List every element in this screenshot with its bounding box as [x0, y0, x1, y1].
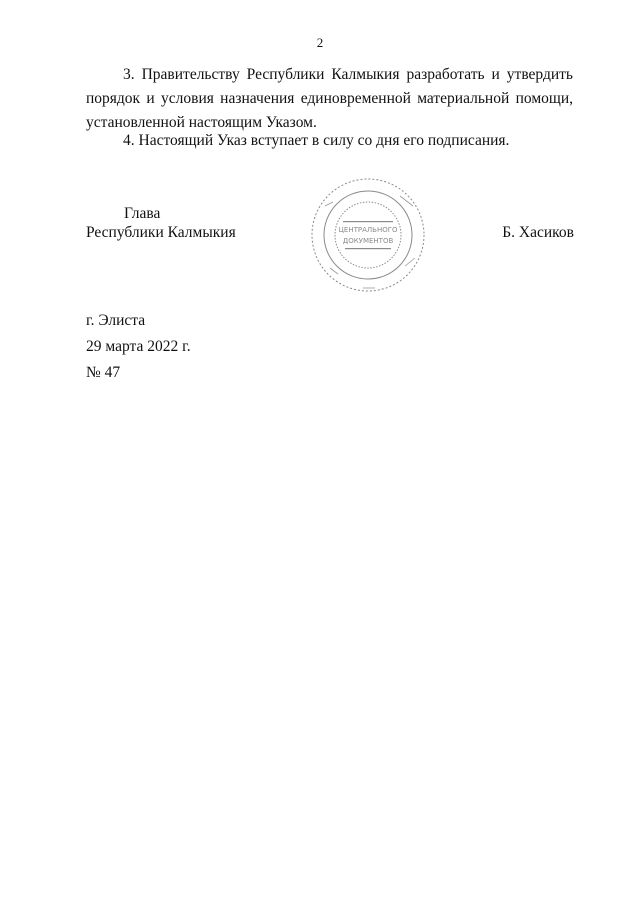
- official-seal-icon: [305, 176, 431, 294]
- signer-title-line2: Республики Калмыкия: [86, 224, 236, 241]
- decree-number: № 47: [86, 364, 121, 381]
- issue-date: 29 марта 2022 г.: [86, 338, 191, 355]
- paragraph-3-text: 3. Правительству Республики Калмыкия разработать и утвердить порядок и условия назначения единовременной материальной помощи, установленной настоящим Указом.: [86, 66, 573, 131]
- page-number: 2: [316, 35, 324, 50]
- seal-inner-text-line1: ЦЕНТРАЛЬНОГО: [338, 226, 398, 234]
- paragraph-3: [86, 63, 573, 135]
- signer-title-line1: Глава: [124, 205, 161, 222]
- signer-name: Б. Хасиков: [502, 224, 574, 241]
- issue-city: г. Элиста: [86, 312, 146, 329]
- paragraph-4-text: 4. Настоящий Указ вступает в силу со дня его подписания.: [123, 132, 510, 149]
- paragraph-4: [86, 129, 573, 153]
- seal-inner-text-line2: ДОКУМЕНТОВ: [342, 237, 394, 245]
